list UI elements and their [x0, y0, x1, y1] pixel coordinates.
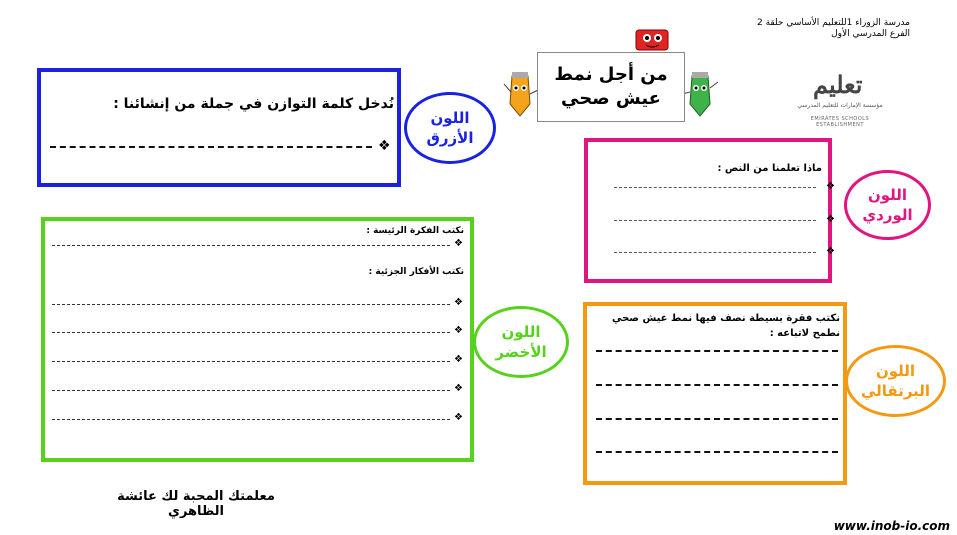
logo-word: تعليم [813, 70, 863, 99]
orange-question: نكتب فقرة بسيطة نصف فيها نمط عيش صحي نطمح لاتباعه : [611, 313, 840, 339]
diamond-bullet-icon: ❖ [826, 214, 835, 225]
logo-subtitle-en: EMIRATES SCHOOLS ESTABLISHMENT [810, 116, 870, 128]
title-line-1: من أجل نمط [554, 64, 668, 85]
sub-ideas-label: نكتب الأفكار الجزئية : [368, 267, 464, 277]
pink-answer-line-3[interactable] [614, 252, 816, 253]
red-pencil-character-icon [632, 28, 674, 52]
pink-label-line-1: اللون [867, 186, 908, 204]
sub-idea-line-5[interactable] [52, 419, 450, 420]
school-line-2: الفرع المدرسي الأول [831, 29, 910, 39]
diamond-bullet-icon: ❖ [454, 297, 463, 308]
main-idea-line[interactable] [52, 245, 450, 246]
blue-question: نُدخل كلمة التوازن في جملة من إنشائنا : [113, 96, 394, 112]
green-color-label [473, 306, 569, 378]
pink-answer-line-1[interactable] [614, 187, 816, 188]
orange-label-line-2: البرتقالي [860, 382, 931, 400]
school-name [740, 18, 910, 40]
sub-idea-line-2[interactable] [52, 332, 450, 333]
blue-label-line-2: الأزرق [426, 129, 474, 147]
diamond-bullet-icon: ❖ [454, 325, 463, 336]
blue-label-line-1: اللون [430, 109, 470, 127]
orange-label-line-1: اللون [875, 362, 916, 380]
orange-answer-line-4[interactable] [596, 451, 838, 453]
website-url: www.inob-io.com [833, 519, 950, 533]
orange-color-label [845, 345, 946, 417]
main-idea-label: نكتب الفكرة الرئيسة : [366, 226, 464, 236]
blue-answer-line[interactable] [50, 146, 372, 148]
diamond-bullet-icon: ❖ [378, 138, 391, 154]
orange-pencil-character-icon [498, 70, 540, 120]
green-label-line-2: الأخضر [495, 343, 547, 361]
diamond-bullet-icon: ❖ [454, 412, 463, 423]
ministry-logo [795, 70, 885, 140]
diamond-bullet-icon: ❖ [454, 383, 463, 394]
blue-color-label [404, 92, 496, 164]
pink-color-label [844, 170, 931, 240]
pink-question: ماذا تعلمنا من النص : [717, 163, 822, 174]
green-pencil-character-icon [680, 70, 722, 120]
green-task-box [41, 217, 474, 462]
pink-task-box [584, 138, 832, 283]
sub-idea-line-4[interactable] [52, 390, 450, 391]
blue-task-box [37, 68, 401, 187]
orange-answer-line-3[interactable] [596, 418, 838, 420]
diamond-bullet-icon: ❖ [454, 238, 463, 249]
orange-answer-line-2[interactable] [596, 384, 838, 386]
school-line-1: مدرسة الزوراء 1للتعليم الأساسي حلقة 2 [756, 18, 910, 28]
diamond-bullet-icon: ❖ [826, 181, 835, 192]
orange-answer-line-1[interactable] [596, 350, 838, 352]
sub-idea-line-3[interactable] [52, 361, 450, 362]
pink-label-line-2: الوردي [862, 206, 913, 224]
title-line-2: عيش صحي [561, 88, 661, 109]
sub-idea-line-1[interactable] [52, 304, 450, 305]
diamond-bullet-icon: ❖ [454, 354, 463, 365]
diamond-bullet-icon: ❖ [826, 246, 835, 257]
lesson-title-card [537, 52, 685, 122]
green-label-line-1: اللون [501, 323, 541, 341]
teacher-signature: معلمتك المحبة لك عائشة الظاهري [117, 489, 275, 519]
logo-subtitle: مؤسسة الإمارات للتعليم المدرسي [797, 102, 883, 109]
pink-answer-line-2[interactable] [614, 220, 816, 221]
